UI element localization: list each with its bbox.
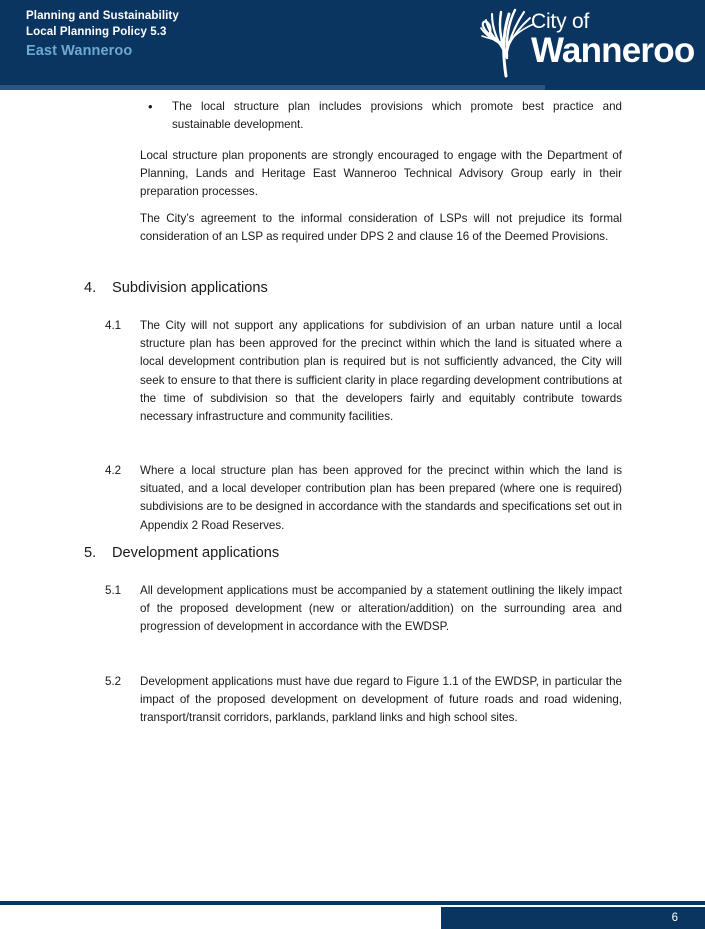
logo-wordmark (531, 10, 694, 70)
clause-5-2 (105, 673, 622, 728)
header-accent-bar (0, 85, 545, 90)
clause-4-2-text: Where a local structure plan has been approved for the precinct within which the land is situated, and a local developer contribution plan has been prepared (where one is required) subdivisions are to be designed in accordance with the standards and specifications set out in Appendix 2 Road Reserves. (140, 464, 622, 532)
paragraph-lsp-proponents: Local structure plan proponents are strongly encouraged to engage with the Department of Planning, Lands and Heritage East Wanneroo Technical Advisory Group early in their preparation processes. (140, 149, 622, 199)
page-footer (441, 907, 705, 929)
logo-city-text: City of (531, 10, 590, 33)
city-of-wanneroo-logo (476, 6, 698, 80)
clause-5-1 (105, 582, 622, 637)
bullet-marker: • (148, 99, 153, 114)
page-number: 6 (671, 912, 678, 924)
section-4-title: Subdivision applications (112, 280, 268, 296)
section-5-number: 5. (84, 545, 97, 561)
header-title-line-1: Planning and Sustainability (26, 10, 179, 22)
clause-5-2-number: 5.2 (105, 675, 122, 688)
section-5-title: Development applications (112, 545, 280, 561)
clause-4-2 (105, 462, 622, 535)
page-header (0, 0, 705, 90)
section-heading-4 (84, 278, 268, 298)
clause-4-1 (105, 317, 622, 426)
clause-5-1-number: 5.1 (105, 584, 122, 597)
header-subtitle: East Wanneroo (26, 43, 133, 59)
clause-5-1-text: All development applications must be accompanied by a statement outlining the likely impact of the proposed development (new or alteration/addition) on the surrounding area and progression of development in accordance with the EWDSP. (140, 584, 622, 634)
header-title-group (26, 8, 179, 62)
logo-wanneroo-text: Wanneroo (531, 31, 695, 70)
paragraph-city-agreement: The City’s agreement to the informal consideration of LSPs will not prejudice its formal consideration of an LSP as required under DPS 2 and clause 16 of the Deemed Provisions. (140, 212, 622, 244)
header-title-line-2: Local Planning Policy 5.3 (26, 26, 167, 38)
clause-5-2-text: Development applications must have due regard to Figure 1.1 of the EWDSP, in particular the impact of the proposed development on development of future roads and road widening, transport/transit corridors, parklands, parkland links and high school sites. (140, 675, 622, 725)
clause-4-1-text: The City will not support any applications for subdivision of an urban nature until a local structure plan has been approved for the precinct within which the land is situated where a local development contribution plan is required but is not sufficiently advanced, the City will seek to ensure to that there is sufficient clarity in place regarding development contributions at the time of subdivision so that the developers fairly and equitably contribute towards necessary infrastructure and community facilities. (140, 319, 622, 424)
bullet-item-text: The local structure plan includes provisions which promote best practice and sustainable development. (172, 100, 622, 132)
footer-divider-rule (0, 901, 705, 905)
clause-4-2-number: 4.2 (105, 464, 122, 477)
section-4-number: 4. (84, 280, 97, 296)
clause-4-1-number: 4.1 (105, 319, 122, 332)
section-heading-5 (84, 543, 279, 563)
bullet-list-item (148, 98, 622, 134)
